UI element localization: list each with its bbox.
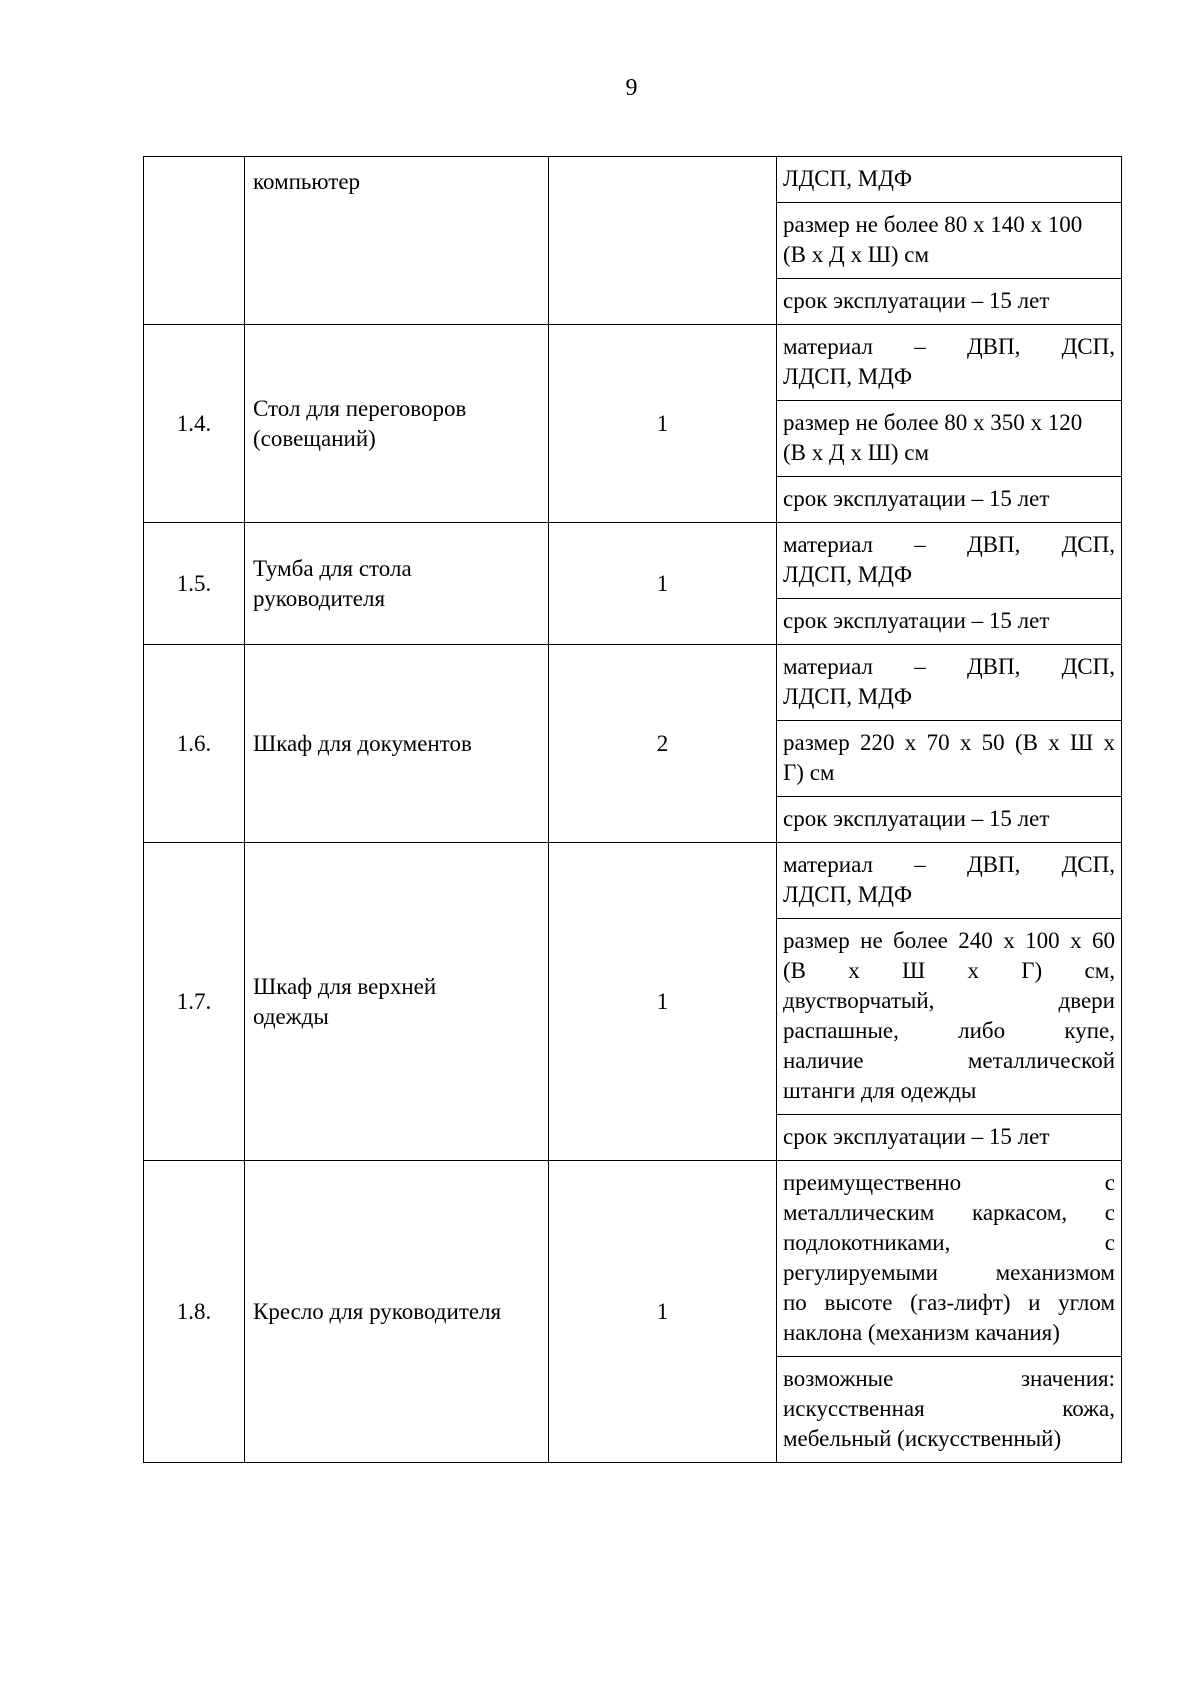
spec-line: срок эксплуатации – 15 лет (783, 288, 1050, 313)
item-name (245, 157, 549, 325)
item-specification (777, 157, 1122, 203)
item-quantity: 1 (549, 523, 777, 645)
spec-line: возможные значения: (783, 1366, 1115, 1391)
item-name (245, 645, 549, 843)
item-number: 1.8. (144, 1161, 245, 1463)
page-number: 9 (625, 75, 638, 101)
table-row (144, 157, 1122, 203)
spec-line: по высоте (газ-лифт) и углом (783, 1290, 1115, 1315)
spec-line: мебельный (искусственный) (783, 1426, 1062, 1451)
spec-line: срок эксплуатации – 15 лет (783, 806, 1050, 831)
spec-line: ЛДСП, МДФ (783, 364, 913, 389)
item-number: 1.4. (144, 325, 245, 523)
item-quantity: 1 (549, 325, 777, 523)
item-specification (777, 523, 1122, 599)
spec-line: наклона (механизм качания) (783, 1320, 1060, 1345)
item-specification (777, 279, 1122, 325)
spec-line: преимущественно с (783, 1170, 1115, 1195)
spec-line: материал – ДВП, ДСП, (783, 852, 1115, 877)
item-number: 1.7. (144, 843, 245, 1161)
item-name-line: Стол для переговоров (253, 395, 467, 421)
item-specification (777, 1357, 1122, 1463)
item-name-line: Шкаф для документов (253, 730, 472, 756)
table-row (144, 1161, 1122, 1357)
item-name-line: (совещаний) (253, 425, 376, 451)
item-number (144, 157, 245, 325)
spec-line: регулируемыми механизмом (783, 1260, 1115, 1285)
spec-line: срок эксплуатации – 15 лет (783, 1124, 1050, 1149)
spec-line: срок эксплуатации – 15 лет (783, 486, 1050, 511)
spec-line: материал – ДВП, ДСП, (783, 334, 1115, 359)
spec-line: ЛДСП, МДФ (783, 166, 913, 191)
spec-line: наличие металлической (783, 1048, 1115, 1073)
spec-line: распашные, либо купе, (783, 1018, 1115, 1043)
table-row (144, 843, 1122, 919)
spec-line: ЛДСП, МДФ (783, 882, 913, 907)
item-specification (777, 645, 1122, 721)
spec-line: размер 220 х 70 х 50 (В х Ш х (783, 730, 1115, 755)
item-name-line: одежды (253, 1003, 329, 1029)
item-quantity: 1 (549, 1161, 777, 1463)
table-row (144, 523, 1122, 599)
spec-line: ЛДСП, МДФ (783, 562, 913, 587)
item-name-line: Кресло для руководителя (253, 1298, 502, 1324)
item-name-line: Тумба для стола (253, 555, 412, 581)
item-quantity (549, 157, 777, 325)
item-name (245, 325, 549, 523)
spec-line: размер не более 80 х 140 х 100 (783, 212, 1083, 237)
spec-line: материал – ДВП, ДСП, (783, 532, 1115, 557)
item-name (245, 523, 549, 645)
spec-line: размер не более 80 х 350 х 120 (783, 410, 1083, 435)
item-name-line: компьютер (253, 169, 361, 194)
item-specification (777, 843, 1122, 919)
item-specification (777, 1115, 1122, 1161)
table-row (144, 645, 1122, 721)
specification-table (143, 156, 1122, 1463)
spec-line: срок эксплуатации – 15 лет (783, 608, 1050, 633)
item-specification (777, 797, 1122, 843)
table-row (144, 325, 1122, 401)
spec-line: размер не более 240 х 100 х 60 (783, 928, 1115, 953)
spec-line: двустворчатый, двери (783, 988, 1115, 1013)
spec-line: (В х Д х Ш) см (783, 440, 930, 465)
item-specification (777, 721, 1122, 797)
item-specification (777, 1161, 1122, 1357)
item-name (245, 1161, 549, 1463)
spec-line: ЛДСП, МДФ (783, 684, 913, 709)
spec-line: штанги для одежды (783, 1078, 977, 1103)
item-specification (777, 401, 1122, 477)
item-name-line: Шкаф для верхней (253, 973, 437, 999)
spec-line: искусственная кожа, (783, 1396, 1115, 1421)
item-quantity: 1 (549, 843, 777, 1161)
item-number: 1.5. (144, 523, 245, 645)
spec-line: (В х Д х Ш) см (783, 242, 930, 267)
spec-line: Г) см (783, 760, 835, 785)
item-specification (777, 919, 1122, 1115)
spec-line: (В х Ш х Г) см, (783, 958, 1115, 983)
item-number: 1.6. (144, 645, 245, 843)
item-specification (777, 477, 1122, 523)
spec-line: материал – ДВП, ДСП, (783, 654, 1115, 679)
spec-line: металлическим каркасом, с (783, 1200, 1115, 1225)
item-name-line: руководителя (253, 585, 386, 611)
spec-line: подлокотниками, с (783, 1230, 1115, 1255)
item-quantity: 2 (549, 645, 777, 843)
item-specification (777, 325, 1122, 401)
item-specification (777, 599, 1122, 645)
item-name (245, 843, 549, 1161)
item-specification (777, 203, 1122, 279)
